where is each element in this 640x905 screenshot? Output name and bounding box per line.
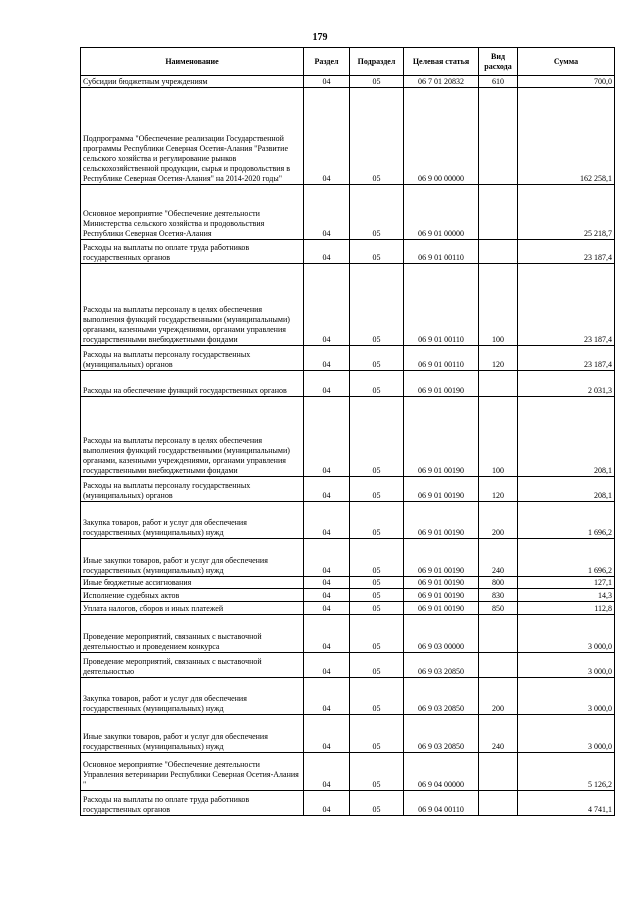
table-row: [81, 602, 615, 615]
cell-name: Расходы на выплаты персоналу в целях обеспечения выполнения функций государственными (муниципальными) органами, казенными учреждениями, органами управления государственными внебюджетными фондами: [81, 397, 304, 477]
cell-section: 04: [304, 753, 350, 791]
table-row: [81, 502, 615, 539]
cell-section: 04: [304, 502, 350, 539]
cell-name: Расходы на выплаты по оплате труда работников государственных органов: [81, 240, 304, 264]
cell-amount: 162 258,1: [518, 88, 615, 185]
cell-expense-type: [479, 88, 518, 185]
cell-amount: 1 696,2: [518, 502, 615, 539]
cell-subsection: 05: [350, 502, 404, 539]
cell-subsection: 05: [350, 185, 404, 240]
cell-name: Расходы на выплаты по оплате труда работников государственных органов: [81, 791, 304, 816]
table-row: [81, 397, 615, 477]
cell-name: Закупка товаров, работ и услуг для обеспечения государственных (муниципальных) нужд: [81, 678, 304, 715]
table-row: [81, 589, 615, 602]
cell-target: 06 9 01 00000: [404, 185, 479, 240]
cell-target: 06 9 01 00110: [404, 240, 479, 264]
cell-expense-type: [479, 371, 518, 397]
table-row: [81, 678, 615, 715]
cell-subsection: 05: [350, 589, 404, 602]
table-body: [81, 76, 615, 816]
cell-section: 04: [304, 397, 350, 477]
cell-amount: 3 000,0: [518, 653, 615, 678]
table-row: [81, 753, 615, 791]
cell-name: Проведение мероприятий, связанных с выставочной деятельностью и проведением конкурса: [81, 615, 304, 653]
cell-amount: 1 696,2: [518, 539, 615, 577]
cell-expense-type: [479, 653, 518, 678]
cell-target: 06 7 01 20832: [404, 76, 479, 88]
table-row: [81, 477, 615, 502]
cell-expense-type: 120: [479, 346, 518, 371]
cell-section: 04: [304, 371, 350, 397]
cell-target: 06 9 01 00190: [404, 577, 479, 589]
header-target: Целевая статья: [404, 48, 479, 76]
cell-amount: 14,3: [518, 589, 615, 602]
cell-section: 04: [304, 477, 350, 502]
header-subsection: Подраздел: [350, 48, 404, 76]
cell-amount: 3 000,0: [518, 678, 615, 715]
table-row: [81, 577, 615, 589]
cell-expense-type: [479, 615, 518, 653]
cell-subsection: 05: [350, 397, 404, 477]
cell-amount: 2 031,3: [518, 371, 615, 397]
cell-section: 04: [304, 615, 350, 653]
cell-expense-type: 240: [479, 715, 518, 753]
cell-expense-type: 200: [479, 502, 518, 539]
table-header-row: [81, 48, 615, 76]
cell-name: Расходы на выплаты персоналу в целях обеспечения выполнения функций государственными (муниципальными) органами, казенными учреждениями, органами управления государственными внебюджетными фондами: [81, 264, 304, 346]
cell-subsection: 05: [350, 88, 404, 185]
cell-amount: 208,1: [518, 397, 615, 477]
cell-target: 06 9 03 00000: [404, 615, 479, 653]
cell-expense-type: 610: [479, 76, 518, 88]
cell-section: 04: [304, 240, 350, 264]
table-row: [81, 76, 615, 88]
cell-name: Уплата налогов, сборов и иных платежей: [81, 602, 304, 615]
table-row: [81, 653, 615, 678]
cell-amount: 3 000,0: [518, 615, 615, 653]
cell-amount: 700,0: [518, 76, 615, 88]
cell-name: Иные бюджетные ассигнования: [81, 577, 304, 589]
table-row: [81, 539, 615, 577]
cell-expense-type: 850: [479, 602, 518, 615]
cell-expense-type: 800: [479, 577, 518, 589]
cell-subsection: 05: [350, 678, 404, 715]
cell-section: 04: [304, 346, 350, 371]
header-amount: Сумма: [518, 48, 615, 76]
cell-target: 06 9 03 20850: [404, 678, 479, 715]
table-row: [81, 185, 615, 240]
table-row: [81, 88, 615, 185]
cell-target: 06 9 01 00190: [404, 397, 479, 477]
table-row: [81, 615, 615, 653]
cell-target: 06 9 01 00190: [404, 589, 479, 602]
cell-target: 06 9 01 00190: [404, 539, 479, 577]
cell-name: Субсидии бюджетным учреждениям: [81, 76, 304, 88]
cell-subsection: 05: [350, 615, 404, 653]
cell-amount: 208,1: [518, 477, 615, 502]
cell-name: Проведение мероприятий, связанных с выставочной деятельностью: [81, 653, 304, 678]
cell-amount: 23 187,4: [518, 346, 615, 371]
cell-target: 06 9 01 00110: [404, 264, 479, 346]
cell-subsection: 05: [350, 715, 404, 753]
cell-section: 04: [304, 678, 350, 715]
cell-target: 06 9 01 00190: [404, 602, 479, 615]
cell-expense-type: 240: [479, 539, 518, 577]
cell-amount: 127,1: [518, 577, 615, 589]
cell-section: 04: [304, 264, 350, 346]
cell-name: Исполнение судебных актов: [81, 589, 304, 602]
cell-section: 04: [304, 577, 350, 589]
table-row: [81, 715, 615, 753]
cell-name: Иные закупки товаров, работ и услуг для обеспечения государственных (муниципальных) нужд: [81, 715, 304, 753]
cell-subsection: 05: [350, 753, 404, 791]
cell-target: 06 9 01 00190: [404, 371, 479, 397]
cell-name: Иные закупки товаров, работ и услуг для обеспечения государственных (муниципальных) нужд: [81, 539, 304, 577]
cell-name: Подпрограмма "Обеспечение реализации Государственной программы Республики Северная Осетия-Алания "Развитие сельского хозяйства и регулирование рынков сельскохозяйственной продукции, сырья и продовольствия в Республике Северная Осетия-Алания" на 2014-2020 годы": [81, 88, 304, 185]
cell-name: Закупка товаров, работ и услуг для обеспечения государственных (муниципальных) нужд: [81, 502, 304, 539]
table-row: [81, 791, 615, 816]
cell-expense-type: [479, 753, 518, 791]
cell-name: Основное мероприятие "Обеспечение деятельности Министерства сельского хозяйства и продовольствия Республики Северная Осетия-Алания: [81, 185, 304, 240]
cell-amount: 4 741,1: [518, 791, 615, 816]
cell-expense-type: 830: [479, 589, 518, 602]
cell-subsection: 05: [350, 602, 404, 615]
cell-target: 06 9 04 00000: [404, 753, 479, 791]
cell-target: 06 9 04 00110: [404, 791, 479, 816]
cell-target: 06 9 03 20850: [404, 653, 479, 678]
cell-target: 06 9 01 00190: [404, 502, 479, 539]
cell-subsection: 05: [350, 791, 404, 816]
cell-target: 06 9 03 20850: [404, 715, 479, 753]
cell-subsection: 05: [350, 539, 404, 577]
cell-name: Основное мероприятие "Обеспечение деятельности Управления ветеринарии Республики Северная Осетия-Алания ": [81, 753, 304, 791]
table-row: [81, 371, 615, 397]
cell-subsection: 05: [350, 76, 404, 88]
cell-section: 04: [304, 715, 350, 753]
cell-amount: 23 187,4: [518, 240, 615, 264]
table-row: [81, 240, 615, 264]
cell-section: 04: [304, 88, 350, 185]
cell-subsection: 05: [350, 240, 404, 264]
cell-section: 04: [304, 76, 350, 88]
page-number: 179: [312, 32, 328, 43]
cell-expense-type: [479, 240, 518, 264]
cell-subsection: 05: [350, 264, 404, 346]
budget-table: [80, 47, 615, 816]
header-name: Наименование: [81, 48, 304, 76]
cell-name: Расходы на обеспечение функций государственных органов: [81, 371, 304, 397]
cell-amount: 3 000,0: [518, 715, 615, 753]
cell-target: 06 9 01 00190: [404, 477, 479, 502]
cell-amount: 112,8: [518, 602, 615, 615]
cell-target: 06 9 01 00110: [404, 346, 479, 371]
cell-subsection: 05: [350, 371, 404, 397]
cell-expense-type: 200: [479, 678, 518, 715]
cell-subsection: 05: [350, 477, 404, 502]
cell-section: 04: [304, 653, 350, 678]
cell-section: 04: [304, 791, 350, 816]
header-expense-type: Вид расхода: [479, 48, 518, 76]
cell-amount: 25 218,7: [518, 185, 615, 240]
cell-expense-type: [479, 791, 518, 816]
cell-amount: 5 126,2: [518, 753, 615, 791]
cell-name: Расходы на выплаты персоналу государственных (муниципальных) органов: [81, 346, 304, 371]
table-row: [81, 264, 615, 346]
cell-section: 04: [304, 539, 350, 577]
cell-subsection: 05: [350, 346, 404, 371]
cell-amount: 23 187,4: [518, 264, 615, 346]
cell-section: 04: [304, 589, 350, 602]
cell-expense-type: 120: [479, 477, 518, 502]
table-row: [81, 346, 615, 371]
cell-expense-type: 100: [479, 397, 518, 477]
header-section: Раздел: [304, 48, 350, 76]
cell-target: 06 9 00 00000: [404, 88, 479, 185]
cell-expense-type: 100: [479, 264, 518, 346]
cell-section: 04: [304, 185, 350, 240]
cell-expense-type: [479, 185, 518, 240]
cell-section: 04: [304, 602, 350, 615]
cell-name: Расходы на выплаты персоналу государственных (муниципальных) органов: [81, 477, 304, 502]
cell-subsection: 05: [350, 577, 404, 589]
cell-subsection: 05: [350, 653, 404, 678]
